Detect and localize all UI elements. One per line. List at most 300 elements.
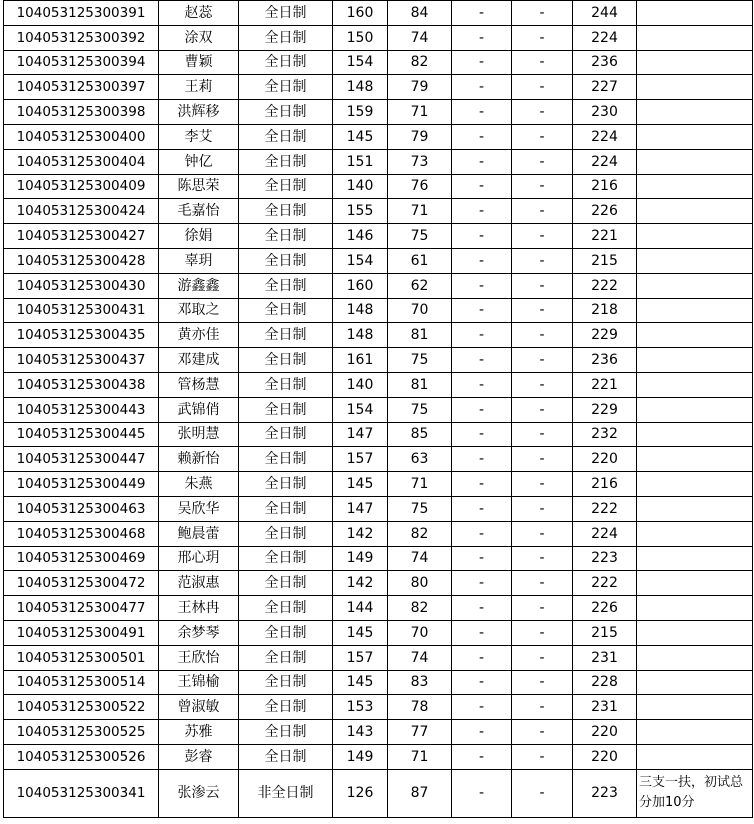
note-cell	[637, 372, 753, 397]
total-score-cell: 231	[573, 695, 637, 720]
name-cell: 武锦俏	[159, 397, 239, 422]
study-mode-cell: 全日制	[239, 224, 333, 249]
candidate-id-cell: 104053125300394	[4, 50, 159, 75]
score-3-cell: -	[452, 521, 512, 546]
score-1-cell: 140	[333, 372, 388, 397]
score-2-cell: 78	[388, 695, 452, 720]
score-3-cell: -	[452, 596, 512, 621]
note-cell	[637, 447, 753, 472]
name-cell: 邢心玥	[159, 546, 239, 571]
table-body	[4, 1, 753, 818]
score-1-cell: 147	[333, 422, 388, 447]
score-4-cell: -	[512, 149, 573, 174]
table-row	[4, 769, 753, 817]
study-mode-cell: 全日制	[239, 521, 333, 546]
total-score-cell: 230	[573, 100, 637, 125]
total-score-cell: 216	[573, 174, 637, 199]
note-cell	[637, 323, 753, 348]
score-3-cell: -	[452, 670, 512, 695]
note-cell	[637, 546, 753, 571]
name-cell: 钟亿	[159, 149, 239, 174]
table-row	[4, 75, 753, 100]
table-row	[4, 472, 753, 497]
score-3-cell: -	[452, 1, 512, 26]
score-1-cell: 159	[333, 100, 388, 125]
score-3-cell: -	[452, 323, 512, 348]
name-cell: 王莉	[159, 75, 239, 100]
candidate-id-cell: 104053125300525	[4, 720, 159, 745]
total-score-cell: 232	[573, 422, 637, 447]
score-4-cell: -	[512, 447, 573, 472]
score-4-cell: -	[512, 174, 573, 199]
score-1-cell: 153	[333, 695, 388, 720]
score-4-cell: -	[512, 298, 573, 323]
study-mode-cell: 全日制	[239, 298, 333, 323]
candidate-id-cell: 104053125300341	[4, 769, 159, 817]
note-cell	[637, 472, 753, 497]
note-cell: 三支一扶，初试总分加10分	[637, 769, 753, 817]
score-1-cell: 144	[333, 596, 388, 621]
score-2-cell: 82	[388, 596, 452, 621]
note-cell	[637, 744, 753, 769]
score-2-cell: 71	[388, 472, 452, 497]
score-1-cell: 161	[333, 348, 388, 373]
study-mode-cell: 全日制	[239, 546, 333, 571]
score-1-cell: 146	[333, 224, 388, 249]
total-score-cell: 215	[573, 248, 637, 273]
study-mode-cell: 全日制	[239, 348, 333, 373]
name-cell: 王欣怡	[159, 645, 239, 670]
score-1-cell: 160	[333, 1, 388, 26]
table-row	[4, 422, 753, 447]
score-1-cell: 148	[333, 323, 388, 348]
score-4-cell: -	[512, 50, 573, 75]
table-row	[4, 720, 753, 745]
total-score-cell: 229	[573, 323, 637, 348]
study-mode-cell: 全日制	[239, 720, 333, 745]
candidate-id-cell: 104053125300463	[4, 496, 159, 521]
score-3-cell: -	[452, 75, 512, 100]
candidate-id-cell: 104053125300438	[4, 372, 159, 397]
name-cell: 吴欣华	[159, 496, 239, 521]
candidate-id-cell: 104053125300431	[4, 298, 159, 323]
total-score-cell: 216	[573, 472, 637, 497]
note-cell	[637, 298, 753, 323]
total-score-cell: 236	[573, 348, 637, 373]
score-2-cell: 81	[388, 372, 452, 397]
score-4-cell: -	[512, 670, 573, 695]
table-row	[4, 25, 753, 50]
table-row	[4, 124, 753, 149]
score-4-cell: -	[512, 199, 573, 224]
score-3-cell: -	[452, 620, 512, 645]
score-4-cell: -	[512, 75, 573, 100]
score-3-cell: -	[452, 397, 512, 422]
total-score-cell: 215	[573, 620, 637, 645]
note-cell	[637, 521, 753, 546]
score-3-cell: -	[452, 720, 512, 745]
candidate-id-cell: 104053125300398	[4, 100, 159, 125]
candidate-id-cell: 104053125300477	[4, 596, 159, 621]
score-3-cell: -	[452, 248, 512, 273]
score-4-cell: -	[512, 472, 573, 497]
score-3-cell: -	[452, 174, 512, 199]
candidate-id-cell: 104053125300392	[4, 25, 159, 50]
table-row	[4, 298, 753, 323]
score-1-cell: 149	[333, 546, 388, 571]
score-2-cell: 79	[388, 75, 452, 100]
score-4-cell: -	[512, 224, 573, 249]
study-mode-cell: 全日制	[239, 596, 333, 621]
note-cell	[637, 100, 753, 125]
table-row	[4, 744, 753, 769]
total-score-cell: 224	[573, 124, 637, 149]
candidate-id-cell: 104053125300435	[4, 323, 159, 348]
score-3-cell: -	[452, 298, 512, 323]
candidate-id-cell: 104053125300397	[4, 75, 159, 100]
name-cell: 王林冉	[159, 596, 239, 621]
score-1-cell: 157	[333, 447, 388, 472]
score-2-cell: 74	[388, 645, 452, 670]
score-2-cell: 79	[388, 124, 452, 149]
name-cell: 邓建成	[159, 348, 239, 373]
total-score-cell: 221	[573, 372, 637, 397]
study-mode-cell: 全日制	[239, 75, 333, 100]
total-score-cell: 223	[573, 546, 637, 571]
score-3-cell: -	[452, 224, 512, 249]
study-mode-cell: 全日制	[239, 248, 333, 273]
name-cell: 赖新怡	[159, 447, 239, 472]
name-cell: 张明慧	[159, 422, 239, 447]
name-cell: 邓取之	[159, 298, 239, 323]
score-4-cell: -	[512, 596, 573, 621]
score-4-cell: -	[512, 620, 573, 645]
table-row	[4, 174, 753, 199]
table-row	[4, 521, 753, 546]
score-4-cell: -	[512, 348, 573, 373]
score-1-cell: 160	[333, 273, 388, 298]
study-mode-cell: 全日制	[239, 571, 333, 596]
score-3-cell: -	[452, 124, 512, 149]
score-1-cell: 154	[333, 248, 388, 273]
study-mode-cell: 全日制	[239, 124, 333, 149]
study-mode-cell: 全日制	[239, 100, 333, 125]
note-cell	[637, 720, 753, 745]
score-1-cell: 154	[333, 397, 388, 422]
score-1-cell: 151	[333, 149, 388, 174]
study-mode-cell: 全日制	[239, 372, 333, 397]
study-mode-cell: 全日制	[239, 1, 333, 26]
score-3-cell: -	[452, 372, 512, 397]
score-1-cell: 143	[333, 720, 388, 745]
candidate-id-cell: 104053125300400	[4, 124, 159, 149]
note-cell	[637, 596, 753, 621]
total-score-cell: 224	[573, 521, 637, 546]
score-4-cell: -	[512, 397, 573, 422]
note-cell	[637, 273, 753, 298]
note-cell	[637, 571, 753, 596]
total-score-cell: 226	[573, 596, 637, 621]
candidate-id-cell: 104053125300404	[4, 149, 159, 174]
candidate-id-cell: 104053125300424	[4, 199, 159, 224]
note-cell	[637, 199, 753, 224]
candidate-id-cell: 104053125300447	[4, 447, 159, 472]
study-mode-cell: 全日制	[239, 422, 333, 447]
name-cell: 朱燕	[159, 472, 239, 497]
table-row	[4, 224, 753, 249]
study-mode-cell: 全日制	[239, 447, 333, 472]
study-mode-cell: 全日制	[239, 645, 333, 670]
score-3-cell: -	[452, 273, 512, 298]
note-cell	[637, 397, 753, 422]
candidate-id-cell: 104053125300526	[4, 744, 159, 769]
note-cell	[637, 496, 753, 521]
score-4-cell: -	[512, 273, 573, 298]
study-mode-cell: 全日制	[239, 695, 333, 720]
score-4-cell: -	[512, 744, 573, 769]
score-2-cell: 71	[388, 199, 452, 224]
score-2-cell: 62	[388, 273, 452, 298]
score-1-cell: 145	[333, 124, 388, 149]
candidate-id-cell: 104053125300430	[4, 273, 159, 298]
candidate-id-cell: 104053125300491	[4, 620, 159, 645]
name-cell: 涂双	[159, 25, 239, 50]
score-2-cell: 74	[388, 546, 452, 571]
score-3-cell: -	[452, 50, 512, 75]
name-cell: 苏雅	[159, 720, 239, 745]
score-2-cell: 85	[388, 422, 452, 447]
score-table	[3, 0, 753, 818]
study-mode-cell: 全日制	[239, 397, 333, 422]
score-4-cell: -	[512, 248, 573, 273]
score-1-cell: 148	[333, 75, 388, 100]
score-4-cell: -	[512, 769, 573, 817]
score-1-cell: 145	[333, 472, 388, 497]
total-score-cell: 227	[573, 75, 637, 100]
score-2-cell: 81	[388, 323, 452, 348]
name-cell: 管杨慧	[159, 372, 239, 397]
score-4-cell: -	[512, 372, 573, 397]
score-1-cell: 154	[333, 50, 388, 75]
score-1-cell: 147	[333, 496, 388, 521]
name-cell: 张渗云	[159, 769, 239, 817]
name-cell: 陈思荣	[159, 174, 239, 199]
score-2-cell: 71	[388, 100, 452, 125]
table-row	[4, 496, 753, 521]
score-1-cell: 148	[333, 298, 388, 323]
score-2-cell: 77	[388, 720, 452, 745]
table-row	[4, 546, 753, 571]
score-3-cell: -	[452, 348, 512, 373]
score-4-cell: -	[512, 25, 573, 50]
score-1-cell: 142	[333, 571, 388, 596]
name-cell: 洪辉移	[159, 100, 239, 125]
note-cell	[637, 620, 753, 645]
name-cell: 彭睿	[159, 744, 239, 769]
study-mode-cell: 全日制	[239, 199, 333, 224]
name-cell: 游鑫鑫	[159, 273, 239, 298]
note-cell	[637, 348, 753, 373]
study-mode-cell: 全日制	[239, 25, 333, 50]
score-2-cell: 82	[388, 50, 452, 75]
score-1-cell: 145	[333, 620, 388, 645]
candidate-id-cell: 104053125300472	[4, 571, 159, 596]
note-cell	[637, 50, 753, 75]
name-cell: 曹颖	[159, 50, 239, 75]
study-mode-cell: 全日制	[239, 149, 333, 174]
score-4-cell: -	[512, 695, 573, 720]
study-mode-cell: 全日制	[239, 496, 333, 521]
score-1-cell: 126	[333, 769, 388, 817]
total-score-cell: 222	[573, 496, 637, 521]
candidate-id-cell: 104053125300522	[4, 695, 159, 720]
candidate-id-cell: 104053125300443	[4, 397, 159, 422]
table-row	[4, 670, 753, 695]
score-4-cell: -	[512, 546, 573, 571]
score-3-cell: -	[452, 744, 512, 769]
total-score-cell: 220	[573, 447, 637, 472]
score-2-cell: 82	[388, 521, 452, 546]
score-4-cell: -	[512, 521, 573, 546]
score-1-cell: 157	[333, 645, 388, 670]
table-row	[4, 372, 753, 397]
candidate-id-cell: 104053125300409	[4, 174, 159, 199]
name-cell: 王锦榆	[159, 670, 239, 695]
score-4-cell: -	[512, 124, 573, 149]
table-row	[4, 447, 753, 472]
table-row	[4, 620, 753, 645]
score-3-cell: -	[452, 25, 512, 50]
score-3-cell: -	[452, 149, 512, 174]
score-2-cell: 83	[388, 670, 452, 695]
total-score-cell: 229	[573, 397, 637, 422]
study-mode-cell: 全日制	[239, 744, 333, 769]
score-4-cell: -	[512, 496, 573, 521]
score-4-cell: -	[512, 1, 573, 26]
note-cell	[637, 670, 753, 695]
score-3-cell: -	[452, 422, 512, 447]
score-4-cell: -	[512, 720, 573, 745]
note-cell	[637, 1, 753, 26]
candidate-id-cell: 104053125300514	[4, 670, 159, 695]
candidate-id-cell: 104053125300391	[4, 1, 159, 26]
name-cell: 李艾	[159, 124, 239, 149]
score-3-cell: -	[452, 571, 512, 596]
table-row	[4, 273, 753, 298]
note-cell	[637, 695, 753, 720]
name-cell: 赵蕊	[159, 1, 239, 26]
score-2-cell: 76	[388, 174, 452, 199]
candidate-id-cell: 104053125300428	[4, 248, 159, 273]
score-3-cell: -	[452, 645, 512, 670]
total-score-cell: 244	[573, 1, 637, 26]
total-score-cell: 222	[573, 273, 637, 298]
table-row	[4, 199, 753, 224]
score-2-cell: 71	[388, 744, 452, 769]
score-4-cell: -	[512, 645, 573, 670]
study-mode-cell: 全日制	[239, 472, 333, 497]
score-2-cell: 80	[388, 571, 452, 596]
table-row	[4, 323, 753, 348]
name-cell: 毛嘉怡	[159, 199, 239, 224]
total-score-cell: 218	[573, 298, 637, 323]
total-score-cell: 222	[573, 571, 637, 596]
score-2-cell: 63	[388, 447, 452, 472]
table-row	[4, 596, 753, 621]
candidate-id-cell: 104053125300427	[4, 224, 159, 249]
table-row	[4, 50, 753, 75]
candidate-id-cell: 104053125300468	[4, 521, 159, 546]
score-1-cell: 140	[333, 174, 388, 199]
study-mode-cell: 全日制	[239, 670, 333, 695]
score-2-cell: 74	[388, 25, 452, 50]
table-row	[4, 695, 753, 720]
name-cell: 黄亦佳	[159, 323, 239, 348]
note-cell	[637, 75, 753, 100]
name-cell: 徐娟	[159, 224, 239, 249]
table-row	[4, 348, 753, 373]
study-mode-cell: 全日制	[239, 174, 333, 199]
note-cell	[637, 174, 753, 199]
total-score-cell: 223	[573, 769, 637, 817]
score-4-cell: -	[512, 571, 573, 596]
score-3-cell: -	[452, 546, 512, 571]
candidate-id-cell: 104053125300449	[4, 472, 159, 497]
total-score-cell: 220	[573, 744, 637, 769]
table-row	[4, 397, 753, 422]
note-cell	[637, 645, 753, 670]
study-mode-cell: 非全日制	[239, 769, 333, 817]
table-row	[4, 149, 753, 174]
table-row	[4, 645, 753, 670]
total-score-cell: 221	[573, 224, 637, 249]
total-score-cell: 224	[573, 149, 637, 174]
score-1-cell: 142	[333, 521, 388, 546]
score-1-cell: 155	[333, 199, 388, 224]
score-2-cell: 84	[388, 1, 452, 26]
score-2-cell: 75	[388, 397, 452, 422]
total-score-cell: 226	[573, 199, 637, 224]
score-3-cell: -	[452, 769, 512, 817]
study-mode-cell: 全日制	[239, 50, 333, 75]
score-2-cell: 61	[388, 248, 452, 273]
candidate-id-cell: 104053125300469	[4, 546, 159, 571]
table-row	[4, 571, 753, 596]
note-cell	[637, 248, 753, 273]
name-cell: 范淑惠	[159, 571, 239, 596]
total-score-cell: 228	[573, 670, 637, 695]
score-2-cell: 73	[388, 149, 452, 174]
score-2-cell: 75	[388, 224, 452, 249]
score-3-cell: -	[452, 472, 512, 497]
study-mode-cell: 全日制	[239, 323, 333, 348]
score-3-cell: -	[452, 100, 512, 125]
name-cell: 鲍晨蕾	[159, 521, 239, 546]
total-score-cell: 224	[573, 25, 637, 50]
total-score-cell: 231	[573, 645, 637, 670]
score-3-cell: -	[452, 199, 512, 224]
candidate-id-cell: 104053125300501	[4, 645, 159, 670]
score-1-cell: 149	[333, 744, 388, 769]
score-4-cell: -	[512, 100, 573, 125]
total-score-cell: 236	[573, 50, 637, 75]
table-row	[4, 248, 753, 273]
score-4-cell: -	[512, 422, 573, 447]
score-2-cell: 75	[388, 348, 452, 373]
name-cell: 余梦琴	[159, 620, 239, 645]
score-3-cell: -	[452, 496, 512, 521]
table-row	[4, 100, 753, 125]
